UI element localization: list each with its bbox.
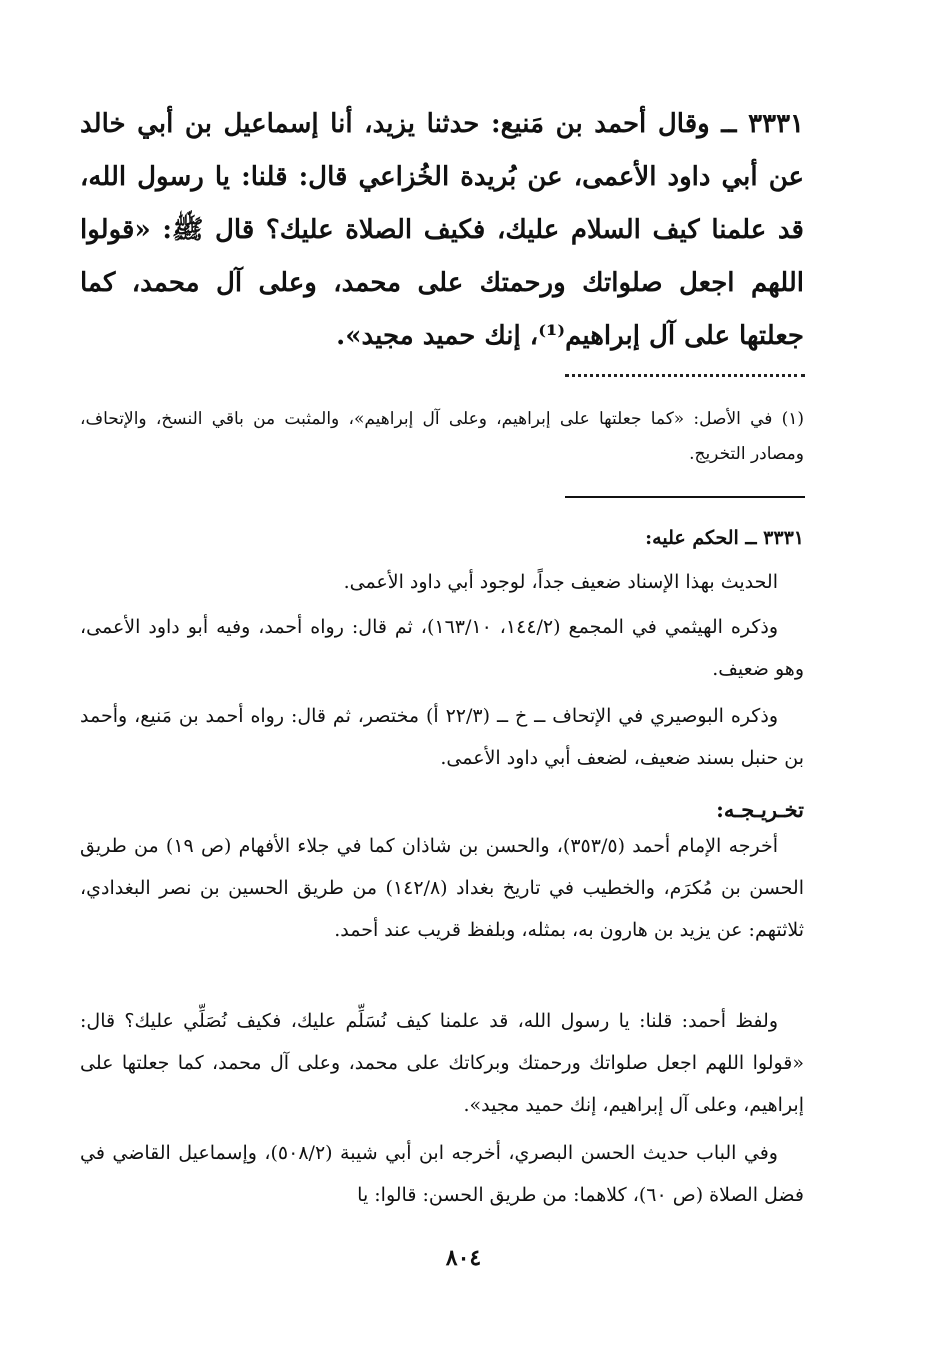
ruling-paragraph: وذكره البوصيري في الإتحاف ــ خ ــ (٢٢/٣ أ) مختصر، ثم قال: رواه أحمد بن مَنيع، وأحمد بن حنبل بسند ضعيف، لضعف أبي داود الأعمى. — [80, 705, 804, 769]
ruling-paragraph: الحديث بهذا الإسناد ضعيف جداً، لوجود أبي داود الأعمى. — [343, 571, 778, 593]
ruling-heading: ٣٣٣١ ــ الحكم عليه: — [645, 527, 804, 549]
hadith-text: ٣٣٣١ ــ وقال أحمد بن مَنيع: حدثنا يزيد، أنا إسماعيل بن أبي خالد عن أبي داود الأعمى، عن بُريدة الخُزاعي قال: قلنا: يا رسول الله، قد علمنا كيف السلام عليك، فكيف الصلاة عليك؟ قال ﷺ: «قولوا اللهم اجعل صلواتك ورحمتك على محمد، وعلى آل محمد، كما جعلتها على آل إبراهيم⁽¹⁾، إنك حميد مجيد». — [80, 109, 804, 351]
takhrij-heading: تخـريـجـه: — [716, 797, 804, 822]
section-divider — [565, 496, 805, 498]
takhrij-paragraph: ولفظ أحمد: قلنا: يا رسول الله، قد علمنا كيف نُسَلِّم عليك، فكيف نُصَلِّي عليك؟ قال: «قولوا اللهم اجعل صلواتك ورحمتك وبركاتك على محمد، وعلى آل محمد، كما جعلتها على إبراهيم، وعلى آل إبراهيم، إنك حميد مجيد». — [80, 1010, 804, 1116]
takhrij-paragraph: وفي الباب حديث الحسن البصري، أخرجه ابن أبي شيبة (٥٠٨/٢)، وإسماعيل القاضي في فضل الصلاة (ص ٦٠)، كلاهما: من طريق الحسن: قالوا: يا — [80, 1142, 804, 1206]
ruling-paragraph: وذكره الهيثمي في المجمع (١٤٤/٢، ١٦٣/١٠)، ثم قال: رواه أحمد، وفيه أبو داود الأعمى، وهو ضعيف. — [80, 616, 804, 680]
footnote-text: (١) في الأصل: «كما جعلتها على إبراهيم، وعلى آل إبراهيم»، والمثبت من باقي النسخ، والإتحاف، ومصادر التخريج. — [80, 409, 804, 464]
footnote-separator — [565, 374, 805, 387]
takhrij-paragraph: أخرجه الإمام أحمد (٣٥٣/٥)، والحسن بن شاذان كما في جلاء الأفهام (ص ١٩) من طريق الحسن بن مُكرَم، والخطيب في تاريخ بغداد (١٤٢/٨) من طريق الحسين بن نصر البغدادي، ثلاثتهم: عن يزيد بن هارون به، بمثله، وبلفظ قريب عند أحمد. — [80, 835, 804, 941]
page-number: ٨٠٤ — [445, 1245, 482, 1271]
